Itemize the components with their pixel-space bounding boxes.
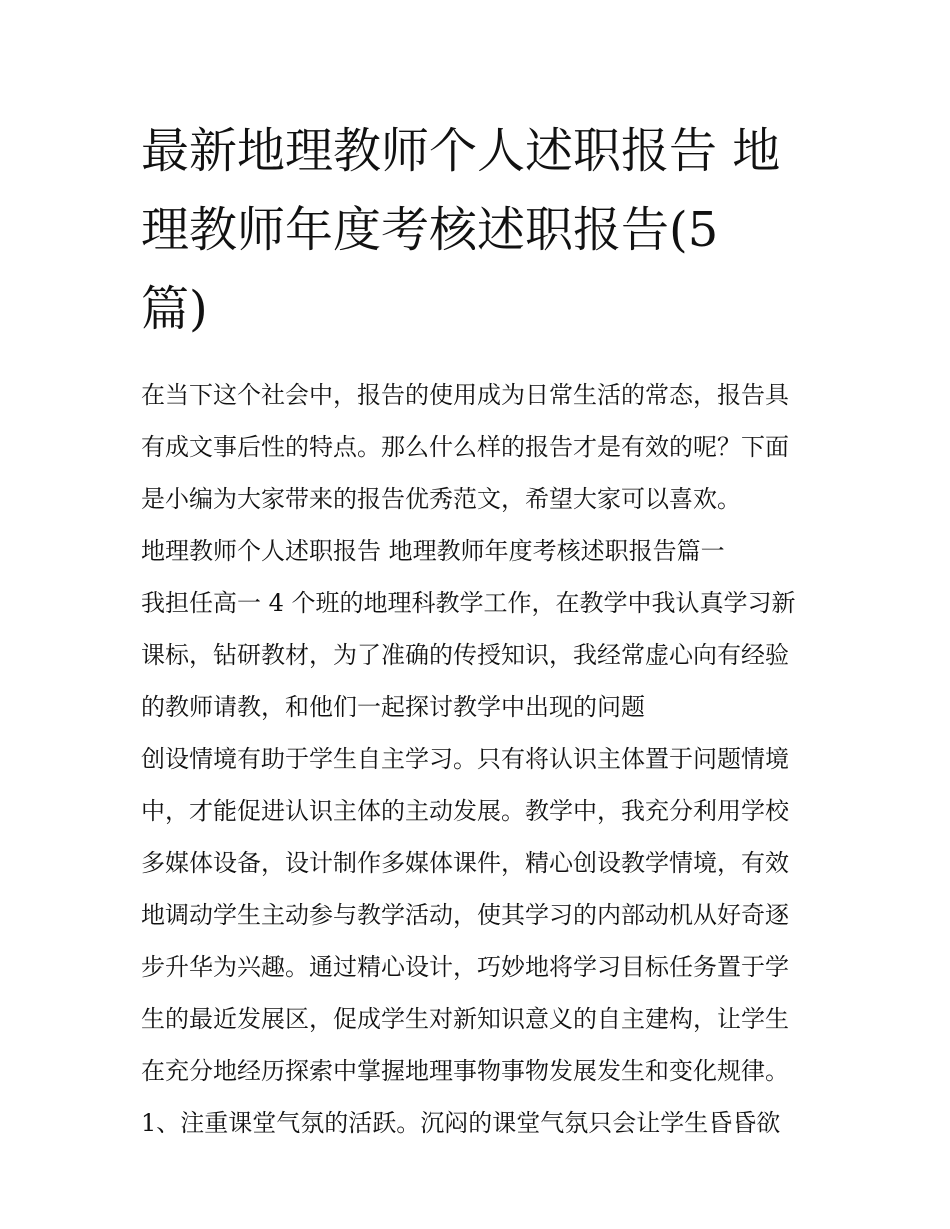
intro-paragraph: [141, 369, 813, 525]
title-line: [141, 191, 813, 270]
paragraph-line: 步升华为兴趣。通过精心设计，巧妙地将学习目标任务置于学: [141, 953, 789, 981]
paragraph-line: 生的最近发展区，促成学生对新知识意义的自主建构，让学生: [141, 1005, 789, 1033]
paragraph-line: 课标，钻研教材，为了准确的传授知识，我经常虚心向有经验: [141, 641, 789, 669]
paragraph-line: 的教师请教，和他们一起探讨教学中出现的问题: [141, 693, 645, 721]
document-body: [141, 369, 813, 1149]
body-paragraph-2: [141, 733, 813, 1097]
intro-line: 有成文事后性的特点。那么什么样的报告才是有效的呢？下面: [141, 433, 789, 461]
paragraph-line: 中，才能促进认识主体的主动发展。教学中，我充分利用学校: [141, 797, 789, 825]
title-line: 篇): [141, 281, 208, 337]
paragraph-line: 在充分地经历探索中掌握地理事物事物发展发生和变化规律。: [141, 1057, 789, 1085]
intro-line: 在当下这个社会中，报告的使用成为日常生活的常态，报告具: [141, 381, 789, 409]
paragraph-line: 多媒体设备，设计制作多媒体课件，精心创设教学情境，有效: [141, 849, 789, 877]
section-heading-text: 地理教师个人述职报告 地理教师年度考核述职报告篇一: [141, 537, 725, 565]
section-heading: [141, 525, 813, 577]
document-content: [141, 112, 813, 1149]
paragraph-line: 创设情境有助于学生自主学习。只有将认识主体置于问题情境: [141, 745, 789, 773]
intro-line: 是小编为大家带来的报告优秀范文，希望大家可以喜欢。: [141, 485, 741, 513]
paragraph-line: 我担任高一 4 个班的地理科教学工作，在教学中我认真学习新: [141, 589, 796, 617]
list-item-text: 1、注重课堂气氛的活跃。沉闷的课堂气氛只会让学生昏昏欲: [141, 1109, 781, 1137]
body-paragraph-1: [141, 577, 813, 733]
title-line: 最新地理教师个人述职报告 地: [141, 123, 781, 179]
document-title: [141, 112, 813, 349]
title-line-text: 理教师年度考核述职报告(5: [141, 202, 719, 258]
list-item: [141, 1097, 813, 1149]
paragraph-line: 地调动学生主动参与教学活动，使其学习的内部动机从好奇逐: [141, 901, 789, 929]
